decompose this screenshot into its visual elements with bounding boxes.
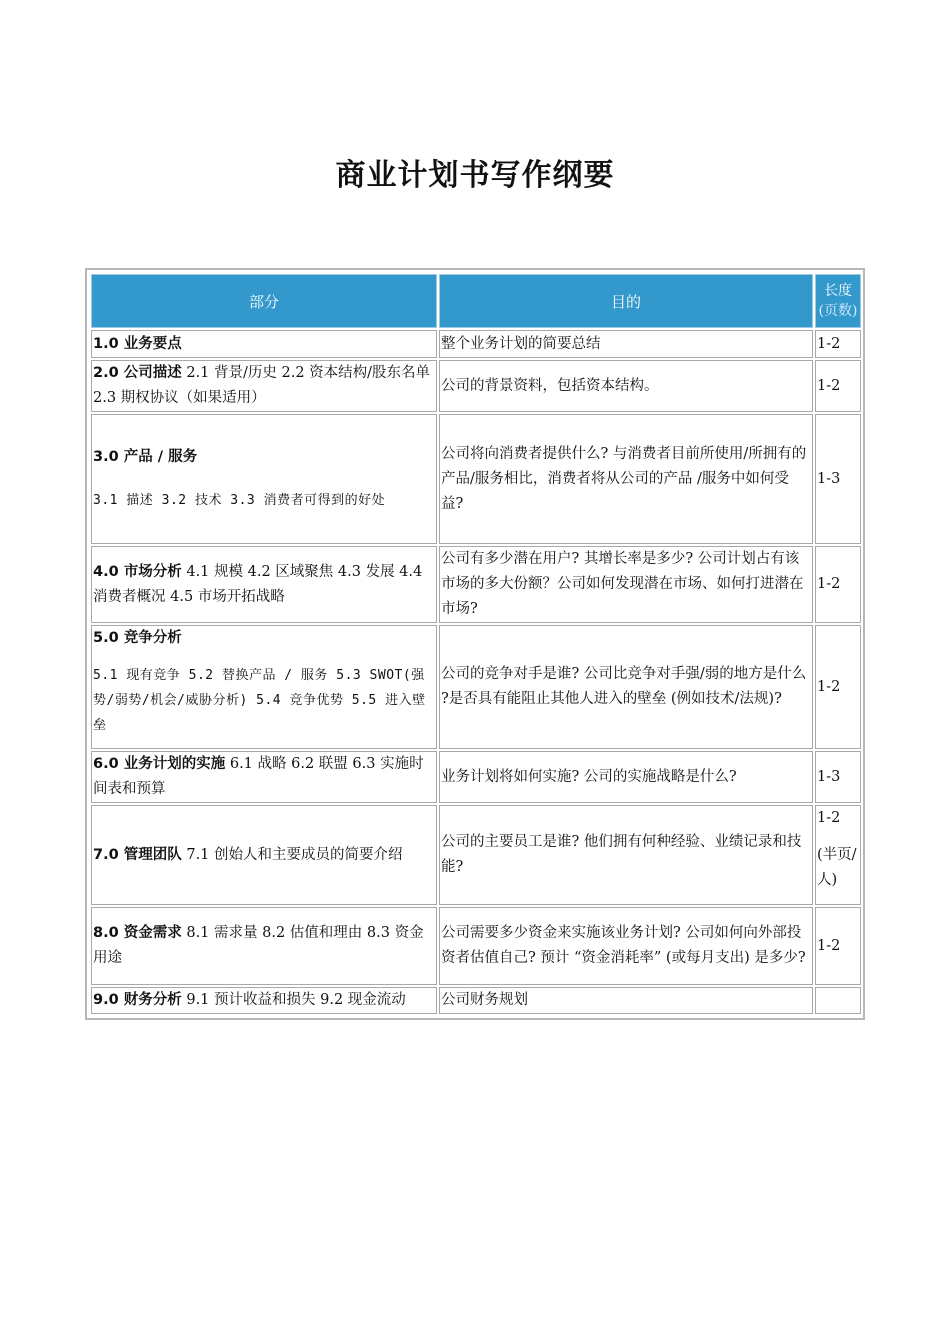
purpose-cell: 公司的主要员工是谁? 他们拥有何种经验、业绩记录和技能? [439, 805, 813, 905]
section-detail: 5.1 现有竞争 5.2 替换产品 / 服务 5.3 SWOT(强势/弱势/机会/威胁分析) 5.4 竞争优势 5.5 进入壁垒 [93, 668, 426, 733]
table-row [91, 625, 861, 749]
section-heading: 7.0 管理团队 [93, 846, 182, 863]
length-cell [815, 805, 861, 905]
section-cell [91, 414, 437, 544]
length-note: (半页/人) [817, 847, 857, 888]
header-length-unit: (页数) [818, 303, 858, 319]
outline-table [85, 268, 865, 1020]
length-cell: 1-2 [815, 360, 861, 412]
table-row [91, 546, 861, 623]
section-heading: 1.0 业务要点 [93, 335, 182, 352]
table-row [91, 907, 861, 985]
purpose-cell: 公司的竞争对手是谁? 公司比竞争对手强/弱的地方是什么 ?是否具有能阻止其他人进入的壁垒 (例如技术/法规)? [439, 625, 813, 749]
length-cell: 1-2 [815, 625, 861, 749]
purpose-cell: 公司需要多少资金来实施该业务计划? 公司如何向外部投资者估值自己? 预计 “资金消耗率” (或每月支出) 是多少? [439, 907, 813, 985]
section-cell [91, 360, 437, 412]
section-heading: 9.0 财务分析 [93, 992, 182, 1008]
table-row [91, 360, 861, 412]
section-heading: 8.0 资金需求 [93, 925, 182, 941]
plan-table [89, 272, 863, 1016]
section-heading: 4.0 市场分析 [93, 563, 182, 580]
purpose-cell: 公司的背景资料，包括资本结构。 [439, 360, 813, 412]
length-cell: 1-2 [815, 330, 861, 358]
length-cell: 1-2 [815, 907, 861, 985]
section-cell [91, 546, 437, 623]
header-row [91, 274, 861, 328]
page-title: 商业计划书写作纲要 [335, 158, 615, 193]
header-length [815, 274, 861, 328]
section-cell [91, 805, 437, 905]
length-cell [815, 987, 861, 1014]
section-detail: 9.1 预计收益和损失 9.2 现金流动 [181, 992, 406, 1008]
length-cell: 1-2 [815, 546, 861, 623]
table-row [91, 987, 861, 1014]
table-row [91, 751, 861, 803]
section-detail: 8.1 需求量 8.2 估值和理由 8.3 资金用途 [93, 925, 424, 966]
length-cell: 1-3 [815, 414, 861, 544]
section-detail: 3.1 描述 3.2 技术 3.3 消费者可得到的好处 [93, 493, 386, 508]
section-detail: 6.1 战略 6.2 联盟 6.3 实施时间表和预算 [93, 756, 424, 797]
purpose-cell: 公司将向消费者提供什么? 与消费者目前所使用/所拥有的产品/服务相比，消费者将从公司的产品 /服务中如何受益? [439, 414, 813, 544]
section-heading: 5.0 竞争分析 [93, 630, 182, 646]
header-purpose: 目的 [439, 274, 813, 328]
table-row [91, 330, 861, 358]
section-cell [91, 625, 437, 749]
purpose-cell: 整个业务计划的简要总结 [439, 330, 813, 358]
section-detail: 4.1 规模 4.2 区域聚焦 4.3 发展 4.4 消费者概况 4.5 市场开拓战略 [93, 563, 423, 605]
section-cell [91, 751, 437, 803]
table-row [91, 805, 861, 905]
section-cell [91, 330, 437, 358]
section-detail: 2.1 背景/历史 2.2 资本结构/股东名单 2.3 期权协议（如果适用） [93, 365, 431, 406]
header-length-label: 长度 [824, 283, 852, 299]
header-section: 部分 [91, 274, 437, 328]
section-heading: 2.0 公司描述 [93, 365, 182, 381]
section-heading: 6.0 业务计划的实施 [93, 756, 226, 772]
purpose-cell: 公司有多少潜在用户? 其增长率是多少? 公司计划占有该市场的多大份额？公司如何发现潜在市场、如何打进潜在市场? [439, 546, 813, 623]
section-cell [91, 907, 437, 985]
purpose-cell: 公司财务规划 [439, 987, 813, 1014]
section-heading: 3.0 产品 / 服务 [93, 449, 198, 465]
length-cell: 1-3 [815, 751, 861, 803]
table-row [91, 414, 861, 544]
purpose-cell: 业务计划将如何实施? 公司的实施战略是什么? [439, 751, 813, 803]
section-detail: 7.1 创始人和主要成员的简要介绍 [181, 846, 403, 863]
section-cell [91, 987, 437, 1014]
length-value: 1-2 [817, 810, 841, 826]
